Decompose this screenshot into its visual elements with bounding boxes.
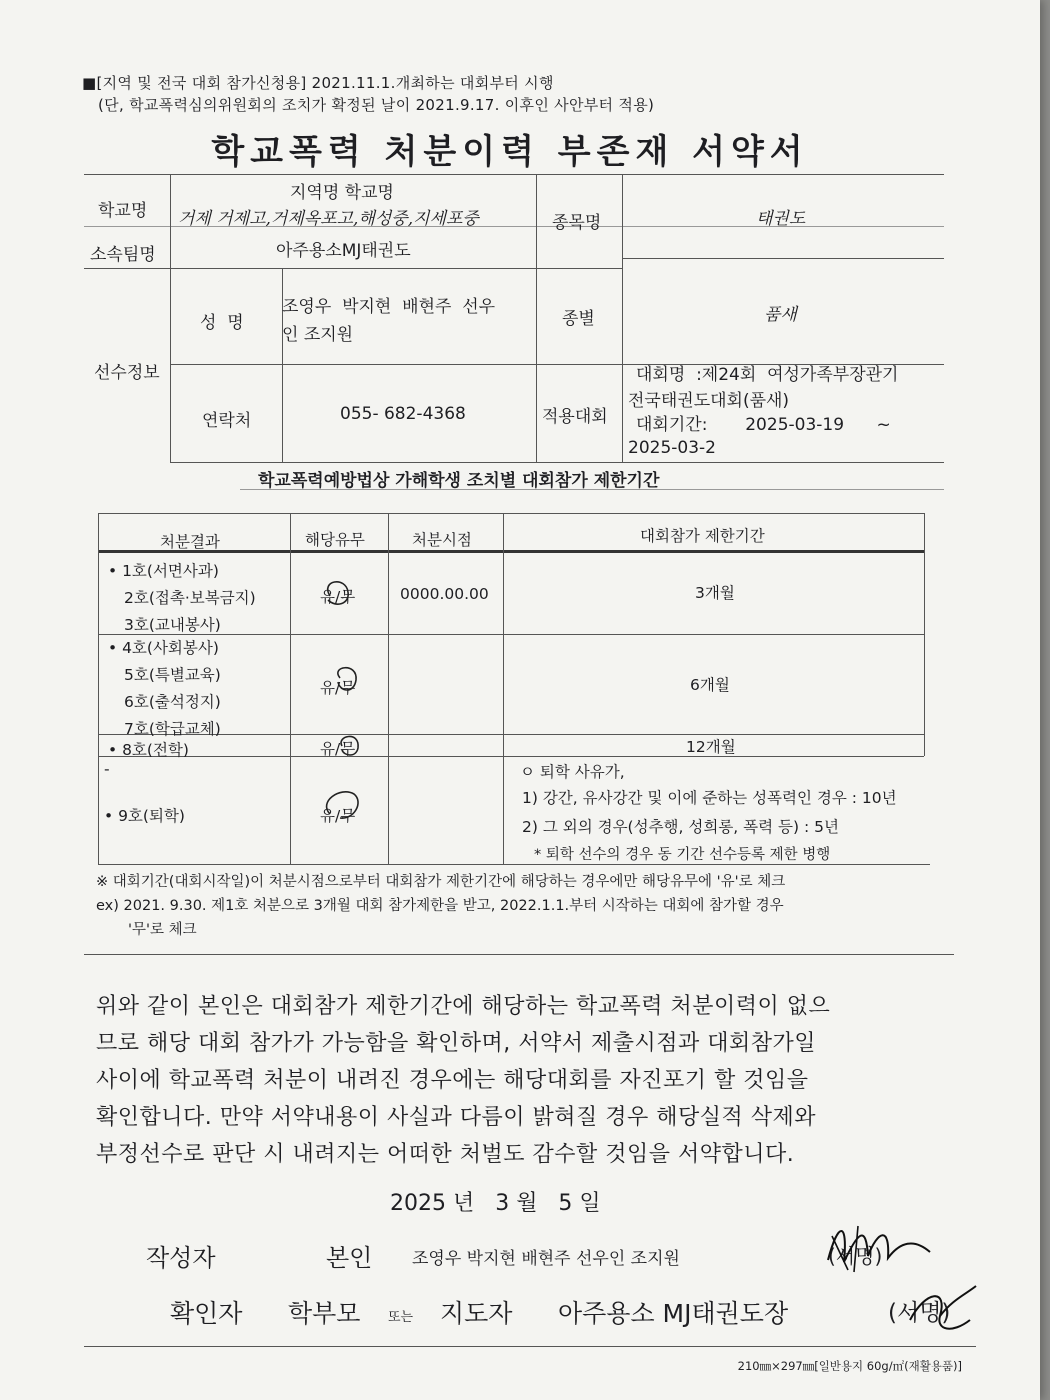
writer-self-label: 본인 [326, 1244, 373, 1272]
row3-yn: 유/무 [320, 740, 356, 758]
player-info-label: 선수정보 [94, 363, 160, 383]
notice-line-1: ■[지역 및 전국 대회 참가신청용] 2021.11.1.개최하는 대회부터 시행 [82, 74, 554, 92]
event-label: 종목명 [552, 213, 602, 233]
apply-line-3: 대회기간: 2025-03-19 ~ [636, 415, 891, 435]
section-underline [240, 489, 944, 490]
document-title: 학교폭력 처분이력 부존재 서약서 [211, 132, 809, 172]
confirmer-parent: 학부모 [288, 1299, 361, 1328]
category-value: 품새 [764, 305, 797, 325]
header-period: 대회참가 제한기간 [640, 527, 765, 545]
row4-measure-1: - [104, 760, 110, 778]
row1-yn: 유/무 [320, 588, 356, 606]
table-border-bottom [98, 864, 930, 865]
team-label: 소속팀명 [90, 245, 156, 265]
header-result: 처분결과 [160, 533, 220, 551]
footer-divider [84, 1346, 976, 1347]
table-col-2 [388, 513, 389, 864]
header-date: 처분시점 [412, 531, 472, 549]
apply-line-2: 전국태권도대회(품새) [628, 391, 790, 411]
pledge-line-3: 사이에 학교폭력 처분이 내려진 경우에는 해당대회를 자진포기 할 것임을 [96, 1068, 809, 1093]
notice-line-2: (단, 학교폭력심의위원회의 조치가 확정된 날이 2021.9.17. 이후인 사안부터 적용) [98, 96, 655, 114]
row2-measure-1: • 4호(사회봉사) [108, 639, 219, 657]
row2-period: 6개월 [690, 676, 730, 694]
row1-measure-1: • 1호(서면사과) [108, 562, 219, 580]
confirmer-label: 확인자 [170, 1299, 243, 1328]
row4-period-line-1: ㅇ 퇴학 사유가, [520, 763, 625, 781]
confirmer-sign-text: (서명) [888, 1300, 951, 1326]
row4-period-line-2: 1) 강간, 유사강간 및 이에 준하는 성폭력인 경우 : 10년 [522, 789, 897, 807]
row3-period: 12개월 [686, 738, 736, 756]
team-value: 아주용소MJ태권도 [276, 241, 411, 261]
info-col-4 [622, 174, 623, 462]
paper-spec: 210㎜×297㎜[일반용지 60g/㎡(재활용품)] [737, 1359, 962, 1373]
pledge-line-2: 므로 해당 대회 참가가 가능함을 확인하며, 서약서 제출시점과 대회참가일 [96, 1031, 817, 1056]
info-divider-2 [622, 258, 944, 259]
table-col-0 [98, 513, 99, 864]
writer-signature [818, 1212, 938, 1282]
table-header-line [98, 550, 924, 553]
table-row-line-1 [98, 634, 924, 635]
checkmark-scribble-9ho [310, 784, 370, 828]
pledge-date: 2025 년 3 월 5 일 [390, 1191, 601, 1216]
row2-yn: 유/무 [320, 679, 356, 697]
row4-period-line-4: * 퇴학 선수의 경우 동 기간 선수등록 제한 병행 [534, 847, 831, 863]
writer-sign-text: (서명) [828, 1244, 883, 1268]
header-yn: 해당유무 [305, 531, 365, 549]
checkmark-scribbles [300, 570, 380, 760]
apply-line-4: 2025-03-2 [628, 438, 716, 458]
pledge-line-5: 부정선수로 판단 시 내려지는 어떠한 처벌도 감수할 것임을 서약합니다. [96, 1142, 795, 1167]
row1-measure-3: 3호(교내봉사) [124, 616, 221, 634]
info-col-3 [536, 174, 537, 462]
note-3: '무'로 체크 [128, 922, 197, 938]
section-title: 학교폭력예방법상 가해학생 조치별 대회참가 제한기간 [258, 471, 660, 491]
note-1: ※ 대회기간(대회시작일)이 처분시점으로부터 대회참가 제한기간에 해당하는 경우에만 해당유무에 '유'로 체크 [96, 874, 786, 890]
table-col-3 [503, 513, 504, 864]
name-label: 성 명 [200, 313, 244, 333]
table-col-4 [924, 513, 925, 756]
row3-measure-1: • 8호(전학) [108, 741, 189, 759]
category-label: 종별 [562, 309, 595, 329]
row4-period-line-3: 2) 그 외의 경우(성추행, 성희롱, 폭력 등) : 5년 [522, 818, 839, 836]
confirmer-or: 또는 [388, 1310, 414, 1325]
row4-yn: 유/무 [320, 807, 356, 825]
pledge-line-1: 위와 같이 본인은 대회참가 제한기간에 해당하는 학교폭력 처분이력이 없으 [96, 994, 831, 1019]
row1-date: 0000.00.00 [400, 585, 489, 603]
row2-measure-2: 5호(특별교육) [124, 666, 221, 684]
apply-label: 적용대회 [542, 407, 608, 427]
notes-divider [84, 954, 954, 955]
info-border-bottom [170, 462, 944, 463]
table-row-line-3 [98, 756, 924, 757]
info-col-1 [170, 174, 171, 462]
row4-measure-2: • 9호(퇴학) [104, 807, 185, 825]
row1-period: 3개월 [695, 584, 735, 602]
contact-label: 연락처 [202, 411, 252, 431]
table-border-top [98, 513, 924, 514]
table-row-line-2 [98, 734, 924, 735]
name-value-2: 인 조지원 [282, 325, 354, 345]
note-2: ex) 2021. 9.30. 제1호 처분으로 3개월 대회 참가제한을 받고, 2022.1.1.부터 시작하는 대회에 참가할 경우 [96, 898, 784, 914]
school-value: 거제 거제고,거제옥포고,해성중,지세포중 [178, 209, 479, 229]
writer-label: 작성자 [146, 1244, 216, 1272]
confirmer-coach: 지도자 [440, 1299, 513, 1328]
school-header: 지역명 학교명 [290, 183, 394, 203]
row2-measure-3: 6호(출석정지) [124, 693, 221, 711]
pledge-line-4: 확인합니다. 만약 서약내용이 사실과 다름이 밝혀질 경우 해당실적 삭제와 [96, 1105, 817, 1130]
row2-measure-4: 7호(학급교체) [124, 720, 221, 738]
name-value-1: 조영우 박지현 배현주 선우 [282, 297, 496, 317]
info-divider-3 [84, 268, 622, 269]
school-label: 학교명 [98, 201, 148, 221]
contact-value: 055- 682-4368 [340, 404, 466, 424]
row1-measure-2: 2호(접촉·보복금지) [124, 589, 256, 607]
info-border-top [84, 174, 944, 175]
confirmer-name: 아주용소 MJ태권도장 [558, 1299, 789, 1328]
event-value: 태권도 [756, 209, 806, 229]
table-col-1 [290, 513, 291, 864]
apply-line-1: 대회명 :제24회 여성가족부장관기 [636, 365, 899, 385]
writer-names: 조영우 박지현 배현주 선우인 조지원 [412, 1249, 680, 1269]
confirmer-signature [900, 1280, 984, 1342]
